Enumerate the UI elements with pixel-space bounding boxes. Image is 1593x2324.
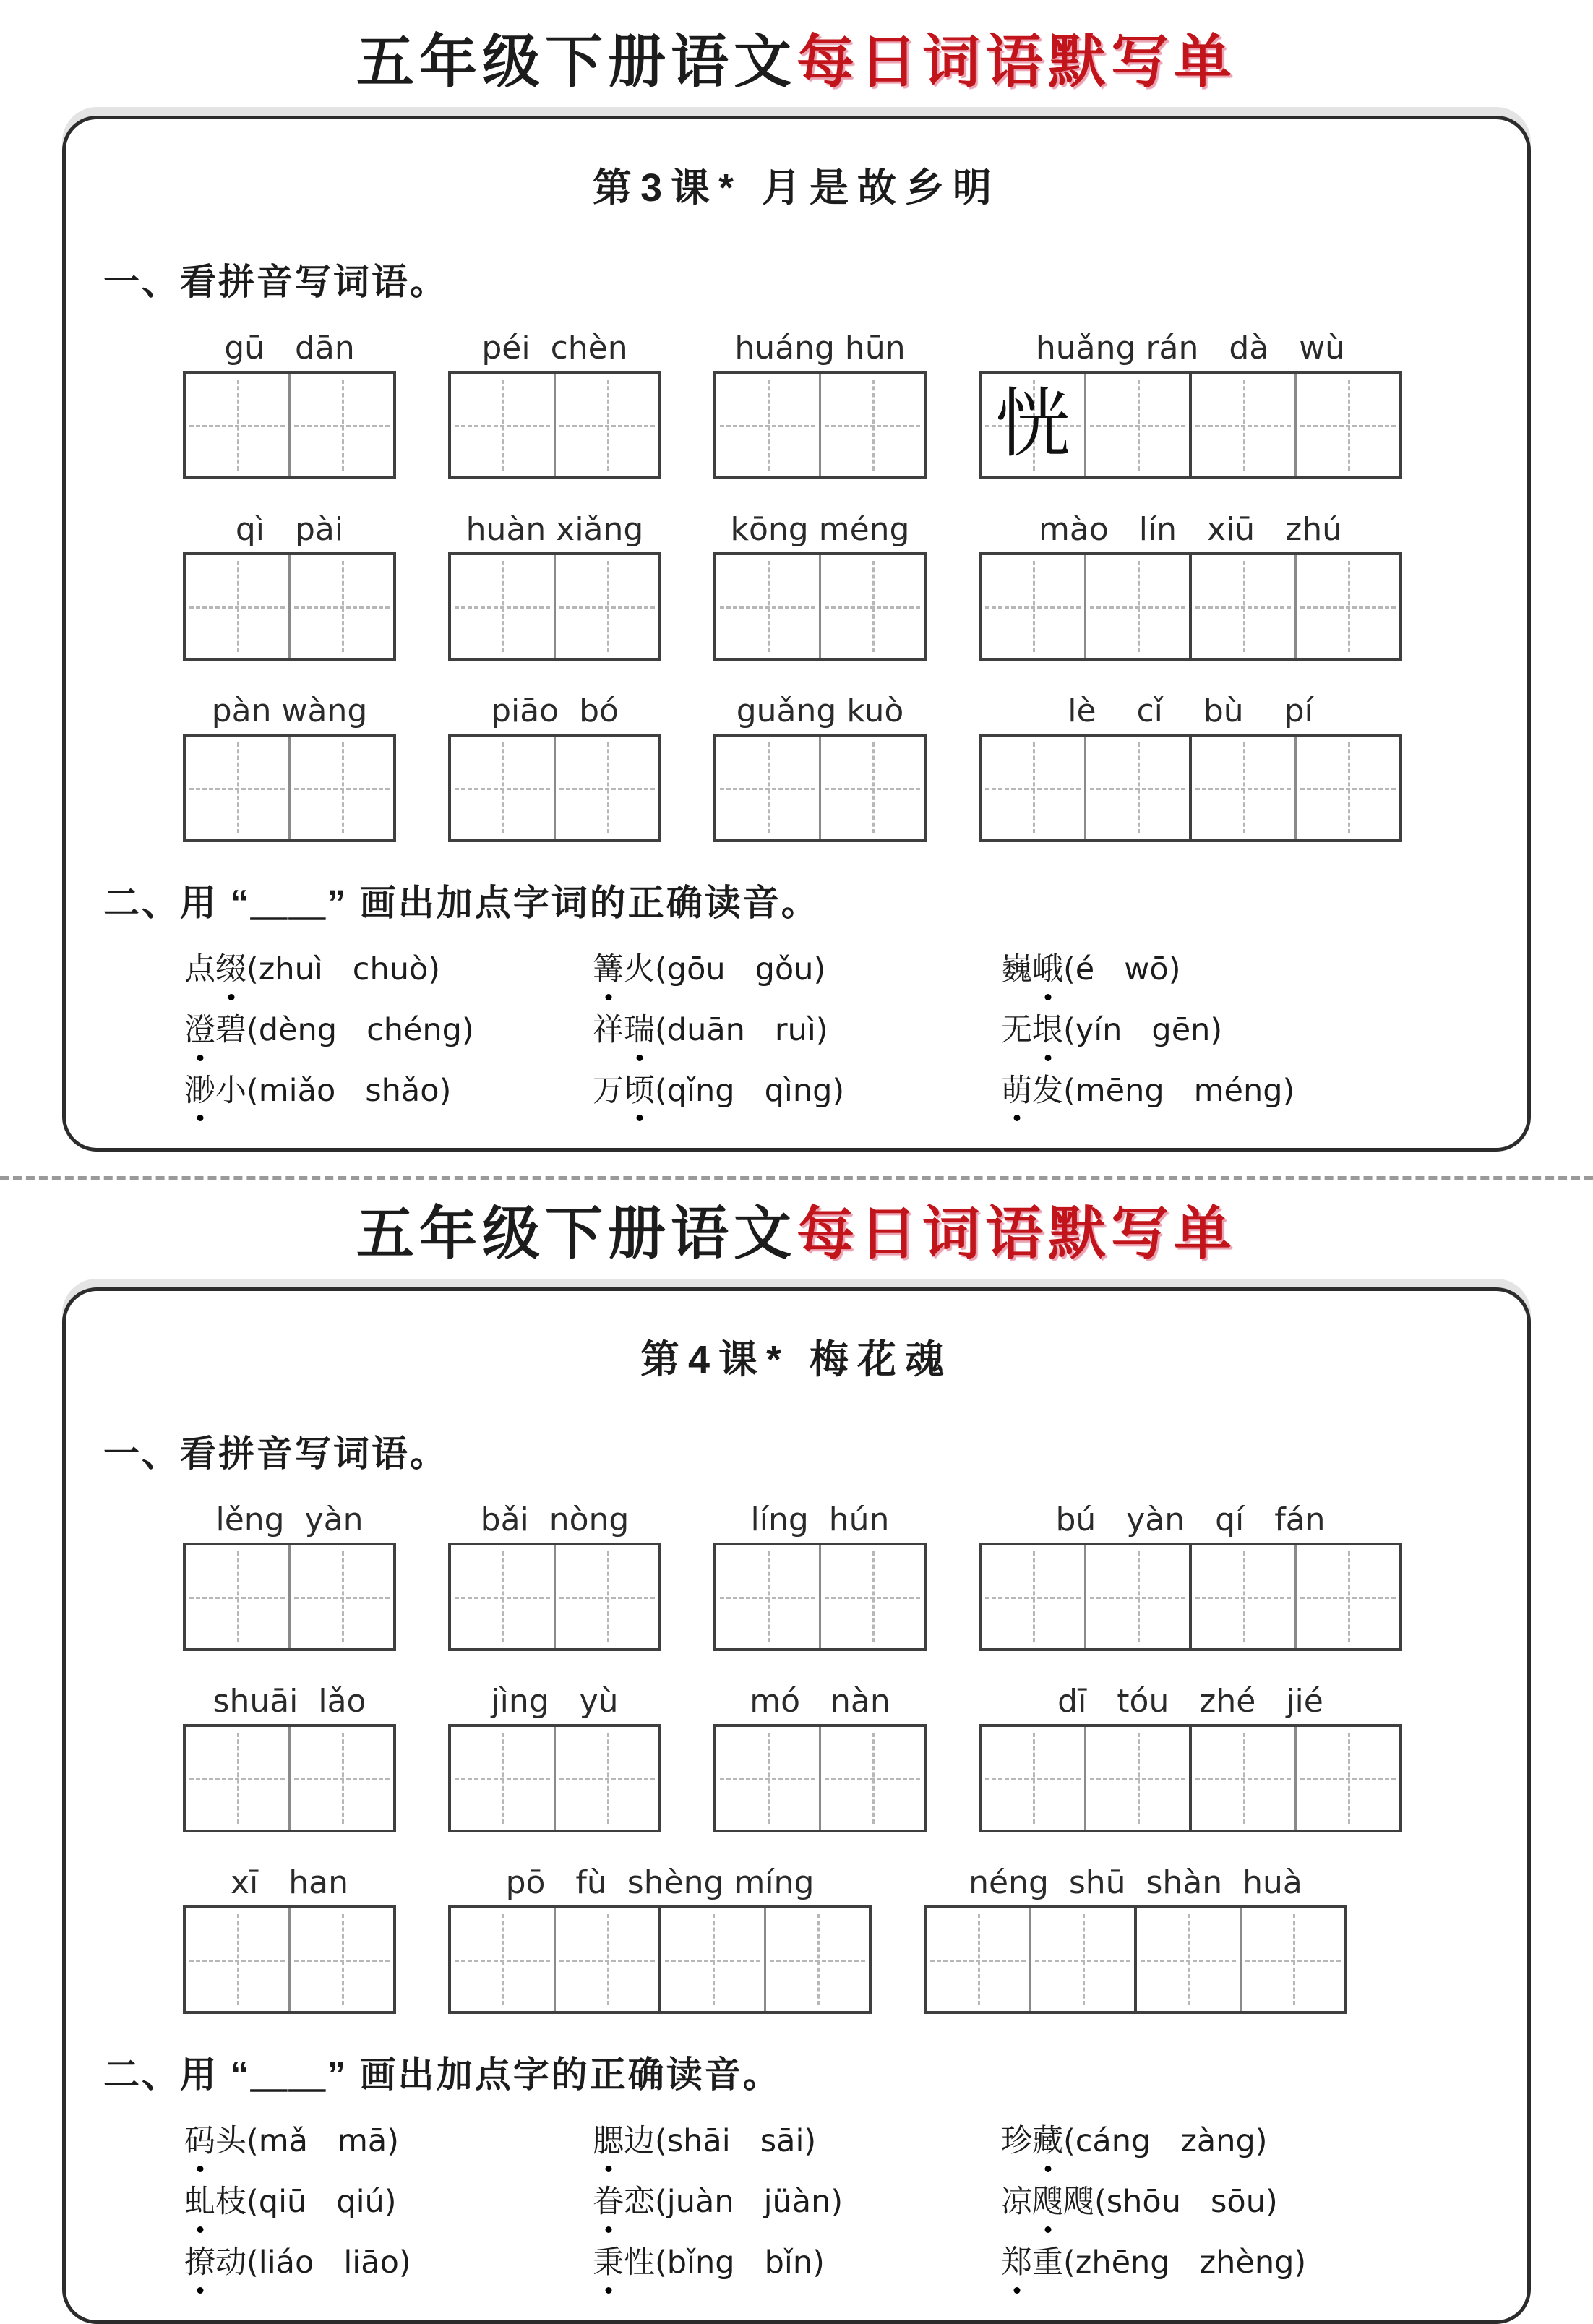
dotted-character: 萌 bbox=[1001, 1072, 1032, 1111]
writing-cell[interactable] bbox=[716, 1727, 819, 1830]
writing-cell[interactable] bbox=[716, 1545, 819, 1648]
writing-cell[interactable] bbox=[982, 737, 1084, 839]
pinyin-grid-row bbox=[183, 693, 1494, 842]
writing-cell[interactable] bbox=[982, 374, 1084, 476]
pinyin-grid-group bbox=[183, 330, 396, 479]
writing-cell[interactable] bbox=[1084, 1727, 1189, 1830]
word-part: 恋 bbox=[624, 2184, 655, 2219]
dotted-character: 瑞 bbox=[624, 1011, 655, 1050]
reading-choice-item bbox=[1001, 1011, 1435, 1050]
writing-cell[interactable] bbox=[1294, 737, 1399, 839]
writing-cell[interactable] bbox=[186, 1727, 288, 1830]
dotted-character: 垠 bbox=[1032, 1011, 1063, 1050]
pinyin-grid-group bbox=[448, 330, 661, 479]
pinyin-label: mào lín xiū zhú bbox=[1039, 511, 1342, 548]
reading-choice-item bbox=[184, 1011, 593, 1050]
writing-cell[interactable] bbox=[288, 374, 393, 476]
writing-cell[interactable] bbox=[186, 737, 288, 839]
pinyin-options: (dèng chéng) bbox=[246, 1011, 474, 1048]
section-2-label: 二、用 “＿＿” 画出加点字词的正确读音。 bbox=[103, 883, 820, 923]
writing-cell[interactable] bbox=[288, 1908, 393, 2011]
pinyin-grid-group bbox=[183, 1683, 396, 1832]
section-2-label: 二、用 “＿＿” 画出加点字的正确读音。 bbox=[103, 2054, 781, 2096]
pinyin-options: (zhēng zhèng) bbox=[1063, 2244, 1307, 2281]
pinyin-label: xī han bbox=[231, 1864, 348, 1902]
dotted-character: 撩 bbox=[184, 2244, 215, 2283]
writing-cell[interactable] bbox=[554, 555, 658, 658]
pinyin-options: (é wō) bbox=[1063, 951, 1181, 987]
word-part: 无 bbox=[1001, 1012, 1032, 1047]
writing-cell[interactable] bbox=[288, 1727, 393, 1830]
writing-cell[interactable] bbox=[1294, 1545, 1399, 1648]
writing-cell[interactable] bbox=[1294, 1727, 1399, 1830]
dotted-character: 渺 bbox=[184, 1072, 215, 1111]
writing-cell[interactable] bbox=[819, 1727, 924, 1830]
writing-cell[interactable] bbox=[186, 374, 288, 476]
writing-cell[interactable] bbox=[186, 1545, 288, 1648]
pinyin-options: (qǐng qìng) bbox=[655, 1072, 845, 1109]
pinyin-grid-row bbox=[183, 1864, 1494, 2014]
pinyin-grid-group bbox=[713, 693, 927, 842]
page-title-black: 五年级下册语文 bbox=[356, 30, 796, 94]
pinyin-options: (qiū qiú) bbox=[246, 2184, 397, 2220]
word-part: 边 bbox=[624, 2124, 655, 2159]
page-title-red: 每日词语默写单 bbox=[796, 30, 1237, 94]
writing-cell[interactable] bbox=[716, 374, 819, 476]
pinyin-label: huǎng rán dà wù bbox=[1035, 330, 1346, 366]
pinyin-grid-row bbox=[183, 1683, 1494, 1832]
writing-cell[interactable] bbox=[1084, 737, 1189, 839]
writing-cell[interactable] bbox=[927, 1908, 1029, 2011]
pinyin-grid-group bbox=[183, 1501, 396, 1651]
pinyin-grid-group bbox=[979, 511, 1402, 661]
word-part: 珍 bbox=[1001, 2124, 1032, 2159]
page-title-black: 五年级下册语文 bbox=[356, 1201, 796, 1266]
pinyin-grid-group bbox=[448, 511, 661, 661]
reading-choice-items bbox=[184, 2122, 1494, 2282]
word-part: 头 bbox=[215, 2124, 246, 2159]
pinyin-label: péi chèn bbox=[481, 330, 628, 366]
reading-choice-item bbox=[184, 2244, 593, 2283]
reading-choice-item bbox=[184, 951, 593, 990]
pinyin-options: (liáo liāo) bbox=[246, 2244, 411, 2281]
lesson-heading: 第3课* 月是故乡明 bbox=[592, 166, 1001, 210]
pinyin-label: jìng yù bbox=[491, 1683, 619, 1720]
pinyin-options: (duān ruì) bbox=[655, 1011, 828, 1048]
pinyin-grid-group bbox=[448, 1864, 872, 2014]
writing-cell[interactable] bbox=[819, 555, 924, 658]
pinyin-grid-group bbox=[713, 330, 927, 479]
word-part: 巍 bbox=[1001, 952, 1032, 987]
reading-choice-item bbox=[1001, 2244, 1435, 2283]
dotted-character: 飕 bbox=[1032, 2183, 1063, 2222]
dotted-character: 缀 bbox=[215, 951, 246, 990]
lesson-card-4 bbox=[62, 1287, 1531, 2323]
writing-cell[interactable] bbox=[186, 555, 288, 658]
writing-cell[interactable] bbox=[1192, 737, 1294, 839]
pinyin-options: (shōu sōu) bbox=[1094, 2184, 1278, 2220]
writing-cell[interactable] bbox=[982, 1545, 1084, 1648]
section-1-label: 一、看拼音写词语。 bbox=[103, 1433, 448, 1475]
pinyin-label: bǎi nòng bbox=[480, 1501, 630, 1539]
writing-cell[interactable] bbox=[451, 1908, 554, 2011]
dotted-character: 藏 bbox=[1032, 2122, 1063, 2161]
writing-cell[interactable] bbox=[451, 555, 554, 658]
pinyin-grid-group bbox=[924, 1864, 1347, 2014]
pinyin-label: piāo bó bbox=[491, 693, 619, 729]
reading-choice-item bbox=[1001, 2122, 1435, 2161]
pinyin-grid-group bbox=[979, 693, 1402, 842]
writing-cell[interactable] bbox=[661, 1908, 764, 2011]
word-part: 点 bbox=[184, 952, 215, 987]
lesson-heading: 第4课* 梅花魂 bbox=[640, 1338, 953, 1382]
pinyin-grid-group bbox=[183, 511, 396, 661]
pinyin-grid-row bbox=[183, 1501, 1494, 1651]
page-title bbox=[0, 27, 1593, 97]
pinyin-grid-group bbox=[979, 1501, 1402, 1651]
word-part: 火 bbox=[624, 952, 655, 987]
writing-cell[interactable] bbox=[1294, 374, 1399, 476]
dotted-character: 秉 bbox=[593, 2244, 624, 2283]
pinyin-options: (miǎo shǎo) bbox=[246, 1072, 452, 1109]
pinyin-grid-row bbox=[183, 330, 1494, 479]
writing-cell[interactable] bbox=[288, 555, 393, 658]
dotted-character: 虬 bbox=[184, 2183, 215, 2222]
word-part: 飕 bbox=[1063, 2184, 1094, 2219]
writing-cell[interactable] bbox=[554, 1545, 658, 1648]
dotted-character: 眷 bbox=[593, 2183, 624, 2222]
writing-cell[interactable] bbox=[982, 555, 1084, 658]
writing-cell[interactable] bbox=[1192, 1545, 1294, 1648]
reading-choice-item bbox=[1001, 951, 1435, 990]
pinyin-options: (mǎ mā) bbox=[246, 2123, 400, 2160]
writing-cell[interactable] bbox=[554, 1727, 658, 1830]
pinyin-grid-group bbox=[979, 1683, 1402, 1832]
pinyin-options: (bǐng bǐn) bbox=[655, 2244, 825, 2281]
writing-cell[interactable] bbox=[1240, 1908, 1344, 2011]
writing-cell[interactable] bbox=[554, 737, 658, 839]
pinyin-label: gū dān bbox=[224, 330, 355, 366]
writing-cell[interactable] bbox=[554, 374, 658, 476]
pinyin-options: (mēng méng) bbox=[1063, 1072, 1295, 1109]
reading-choice-item bbox=[1001, 2183, 1435, 2222]
pinyin-label: lè cǐ bù pí bbox=[1068, 693, 1313, 729]
reading-choice-item bbox=[593, 951, 1001, 990]
word-part: 性 bbox=[624, 2244, 655, 2280]
writing-cell[interactable] bbox=[1084, 555, 1189, 658]
writing-cell[interactable] bbox=[288, 737, 393, 839]
dotted-character: 顷 bbox=[624, 1072, 655, 1111]
pinyin-grid-group bbox=[979, 330, 1402, 479]
word-part: 凉 bbox=[1001, 2184, 1032, 2219]
pinyin-grid-group bbox=[713, 1501, 927, 1651]
dotted-character: 腮 bbox=[593, 2122, 624, 2161]
reading-choice-item bbox=[593, 1072, 1001, 1111]
dotted-character: 篝 bbox=[593, 951, 624, 990]
pinyin-label: guǎng kuò bbox=[736, 693, 904, 729]
section-1-label: 一、看拼音写词语。 bbox=[103, 262, 448, 302]
writing-cell[interactable] bbox=[451, 737, 554, 839]
pinyin-label: dī tóu zhé jié bbox=[1057, 1683, 1323, 1720]
dotted-character: 码 bbox=[184, 2122, 215, 2161]
reading-choice-item bbox=[593, 2122, 1001, 2161]
prefilled-character: 恍 bbox=[995, 383, 1070, 466]
pinyin-label: shuāi lǎo bbox=[212, 1683, 366, 1720]
page-title bbox=[0, 1199, 1593, 1269]
writing-cell[interactable] bbox=[554, 1908, 658, 2011]
word-part: 动 bbox=[215, 2244, 246, 2280]
writing-cell[interactable] bbox=[451, 374, 554, 476]
pinyin-label: bú yàn qí fán bbox=[1055, 1501, 1326, 1539]
pinyin-label: líng hún bbox=[750, 1501, 890, 1539]
word-part: 万 bbox=[593, 1073, 624, 1108]
pinyin-label: mó nàn bbox=[750, 1683, 890, 1720]
reading-choice-item bbox=[184, 2183, 593, 2222]
pinyin-grid-group bbox=[713, 511, 927, 661]
writing-cell[interactable] bbox=[1084, 1545, 1189, 1648]
writing-cell[interactable] bbox=[1084, 374, 1189, 476]
pinyin-options: (yín gēn) bbox=[1063, 1011, 1223, 1048]
writing-cell[interactable] bbox=[451, 1545, 554, 1648]
pinyin-label: lěng yàn bbox=[215, 1501, 364, 1539]
word-part: 发 bbox=[1032, 1073, 1063, 1108]
word-part: 重 bbox=[1032, 2244, 1063, 2280]
writing-cell[interactable] bbox=[764, 1908, 869, 2011]
writing-cell[interactable] bbox=[716, 555, 819, 658]
page-title-red: 每日词语默写单 bbox=[796, 1201, 1237, 1266]
writing-cell[interactable] bbox=[1294, 555, 1399, 658]
dotted-character: 峨 bbox=[1032, 951, 1063, 990]
reading-choice-item bbox=[1001, 1072, 1435, 1111]
pinyin-grid-group bbox=[448, 1683, 661, 1832]
reading-choice-item bbox=[184, 1072, 593, 1111]
reading-choice-item bbox=[593, 2183, 1001, 2222]
writing-cell[interactable] bbox=[1029, 1908, 1134, 2011]
pinyin-grid-row bbox=[183, 511, 1494, 661]
pinyin-grid-group bbox=[183, 1864, 396, 2014]
writing-cell[interactable] bbox=[819, 1545, 924, 1648]
page-cut-separator bbox=[0, 1176, 1593, 1180]
dotted-character: 澄 bbox=[184, 1011, 215, 1050]
pinyin-label: pàn wàng bbox=[211, 693, 368, 729]
word-part: 碧 bbox=[215, 1012, 246, 1047]
reading-choice-item bbox=[184, 2122, 593, 2161]
writing-cell[interactable] bbox=[288, 1545, 393, 1648]
pinyin-grid-group bbox=[448, 1501, 661, 1651]
pinyin-options: (cáng zàng) bbox=[1063, 2123, 1268, 2160]
pinyin-label: pō fù shèng míng bbox=[505, 1864, 815, 1902]
writing-cell[interactable] bbox=[819, 737, 924, 839]
writing-cell[interactable] bbox=[451, 1727, 554, 1830]
pinyin-grid-group bbox=[183, 693, 396, 842]
pinyin-label: qì pài bbox=[235, 511, 344, 548]
pinyin-grid-group bbox=[448, 693, 661, 842]
reading-choice-item bbox=[593, 1011, 1001, 1050]
writing-cell[interactable] bbox=[982, 1727, 1084, 1830]
writing-cell[interactable] bbox=[819, 374, 924, 476]
word-part: 祥 bbox=[593, 1012, 624, 1047]
writing-cell[interactable] bbox=[1192, 374, 1294, 476]
writing-cell[interactable] bbox=[1192, 555, 1294, 658]
reading-choice-items bbox=[184, 951, 1494, 1110]
writing-cell[interactable] bbox=[186, 1908, 288, 2011]
pinyin-options: (shāi sāi) bbox=[655, 2123, 817, 2160]
pinyin-options: (gōu gǒu) bbox=[655, 951, 826, 987]
writing-cell[interactable] bbox=[1137, 1908, 1240, 2011]
writing-cell[interactable] bbox=[1192, 1727, 1294, 1830]
dotted-character: 郑 bbox=[1001, 2244, 1032, 2283]
word-part: 小 bbox=[215, 1073, 246, 1108]
writing-cell[interactable] bbox=[716, 737, 819, 839]
reading-choice-item bbox=[593, 2244, 1001, 2283]
word-part: 枝 bbox=[215, 2184, 246, 2219]
pinyin-label: kōng méng bbox=[730, 511, 910, 548]
pinyin-options: (zhuì chuò) bbox=[246, 951, 441, 987]
pinyin-label: néng shū shàn huà bbox=[969, 1864, 1302, 1902]
lesson-card-3 bbox=[62, 116, 1531, 1152]
pinyin-options: (juàn jüàn) bbox=[655, 2184, 843, 2220]
pinyin-grid-group bbox=[713, 1683, 927, 1832]
pinyin-label: huàn xiǎng bbox=[465, 511, 644, 548]
pinyin-label: huáng hūn bbox=[734, 330, 906, 366]
